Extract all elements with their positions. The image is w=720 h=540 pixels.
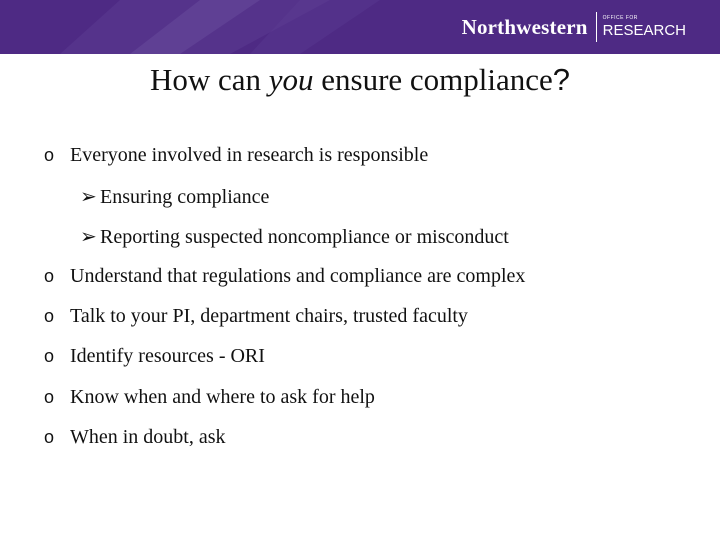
circle-bullet-icon: o (44, 306, 55, 326)
logo-research-label: RESEARCH (602, 22, 686, 39)
bullet-text: Reporting suspected noncompliance or misconduct (100, 226, 509, 248)
bullet-item (44, 305, 468, 328)
circle-bullet-icon: o (44, 427, 55, 447)
circle-bullet-icon: o (44, 387, 55, 407)
bullet-item (44, 386, 375, 409)
bullet-text: Understand that regulations and compliance are complex (70, 265, 526, 287)
bullet-text: When in doubt, ask (70, 426, 226, 448)
sub-bullet-item (80, 224, 509, 249)
title-part1: How can (149, 62, 269, 97)
bullet-item (44, 265, 525, 288)
bullet-text: Identify resources - ORI (70, 345, 265, 367)
arrow-bullet-icon: ➢ (80, 224, 97, 248)
bullet-item (44, 144, 428, 167)
bullet-item (44, 426, 226, 449)
title-question-mark: ? (552, 62, 571, 97)
circle-bullet-icon: o (44, 346, 55, 366)
bullet-text: Everyone involved in research is responsible (70, 144, 429, 166)
arrow-bullet-icon: ➢ (80, 184, 97, 208)
circle-bullet-icon: o (44, 145, 55, 165)
logo-office-label: OFFICE FOR (602, 15, 638, 21)
bullet-text: Know when and where to ask for help (70, 386, 375, 408)
bullet-text: Ensuring compliance (100, 186, 270, 208)
bullet-text: Talk to your PI, department chairs, trusted faculty (70, 305, 468, 327)
logo-name: Northwestern (461, 14, 588, 39)
sub-bullet-item (80, 184, 269, 209)
circle-bullet-icon: o (44, 266, 55, 286)
title-emphasis: you (268, 62, 314, 97)
bullet-item (44, 345, 265, 368)
title-part2: ensure compliance (313, 62, 553, 97)
